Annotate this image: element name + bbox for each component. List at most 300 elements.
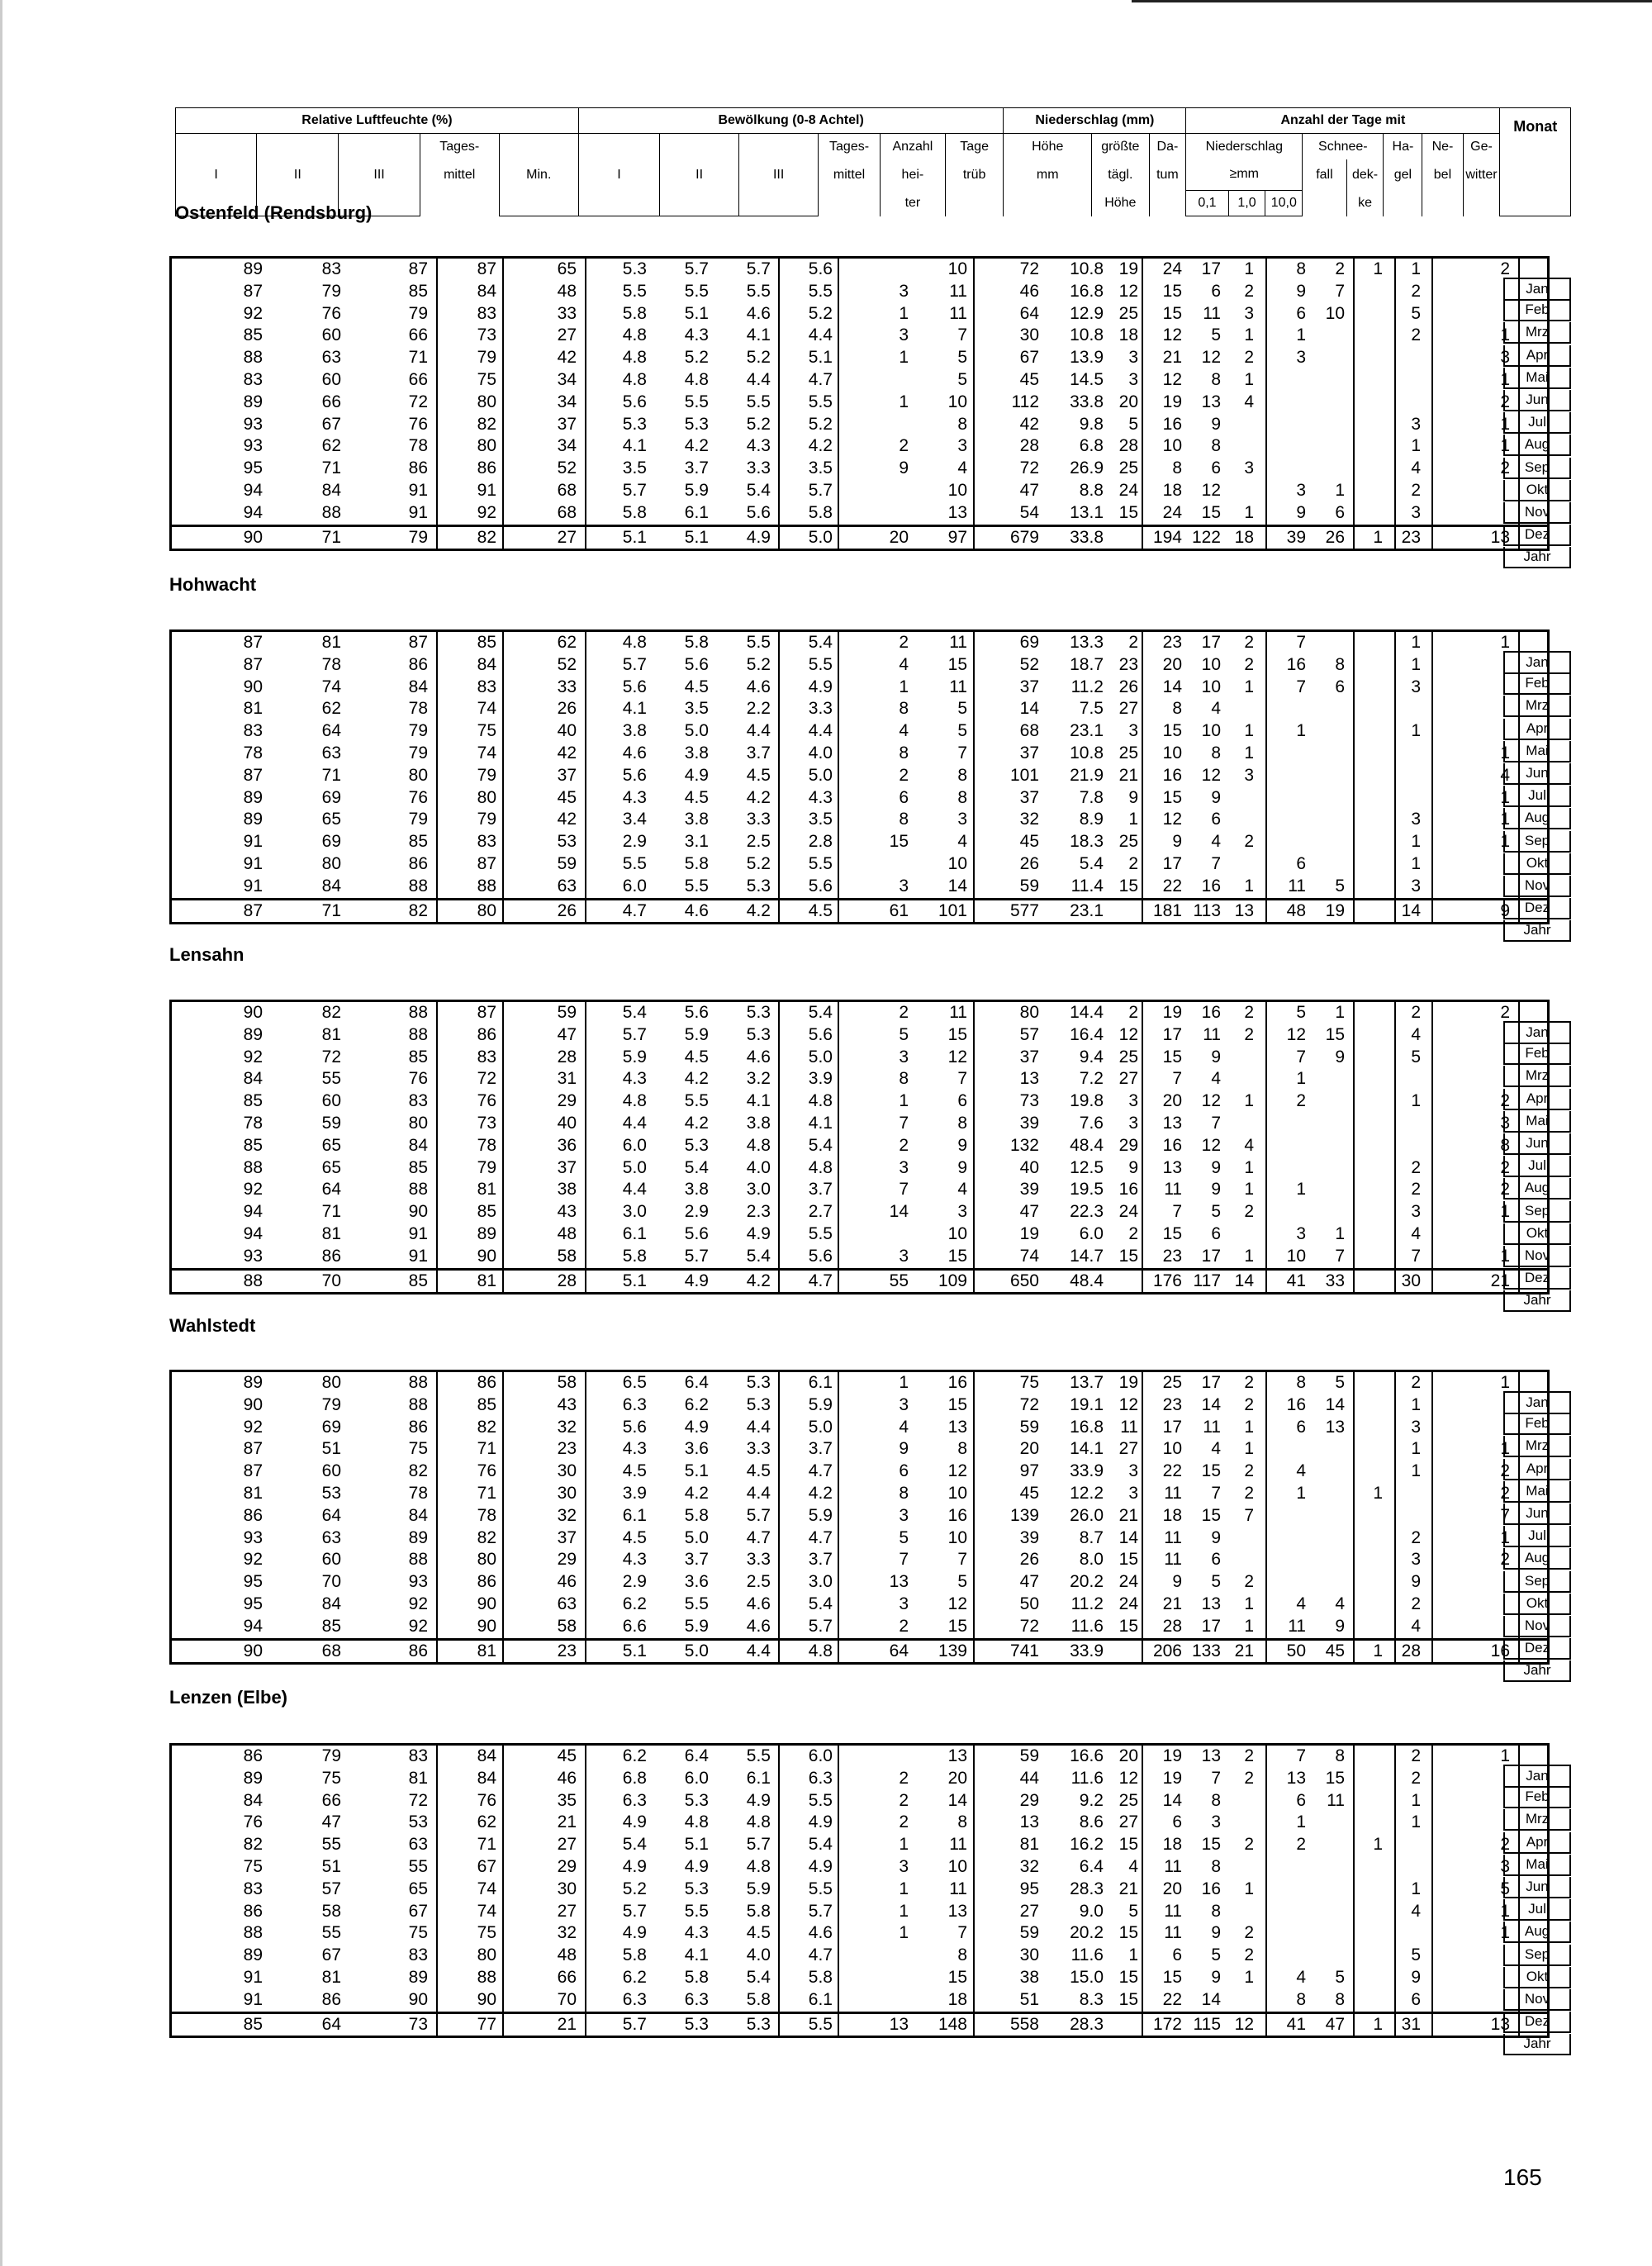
column-rule: [502, 698, 504, 720]
column-rule: [1265, 1901, 1267, 1923]
cell: 13.1: [1070, 502, 1104, 522]
cell: 5: [1211, 1202, 1221, 1222]
cell: 17: [1201, 259, 1221, 278]
column-rule: [1142, 1812, 1143, 1834]
cell: 1: [899, 348, 909, 368]
h-grosste: größte: [1092, 134, 1149, 159]
column-rule: [778, 1024, 780, 1047]
cell: 4.8: [746, 1856, 771, 1876]
cell: 87: [408, 633, 428, 652]
column-rule: [585, 1483, 586, 1505]
column-rule: [1353, 654, 1355, 677]
cell: 7: [899, 1113, 909, 1133]
cell: 3: [1411, 502, 1421, 522]
column-rule: [778, 1790, 780, 1812]
column-rule: [973, 1746, 975, 1768]
cell: 1: [1411, 832, 1421, 852]
cell: 11.2: [1070, 1594, 1104, 1613]
column-rule: [502, 325, 504, 347]
column-rule: [1142, 1505, 1143, 1527]
cell: 65: [321, 810, 341, 829]
cell: 10: [1201, 654, 1221, 674]
column-rule: [502, 1090, 504, 1113]
column-rule: [973, 303, 975, 325]
month-label: Sep: [1503, 1201, 1571, 1223]
column-rule: [973, 1945, 975, 1967]
cell: 92: [408, 1616, 428, 1636]
cell: 4.7: [808, 1271, 833, 1290]
cell: 1: [1244, 1417, 1254, 1437]
column-rule: [1265, 1549, 1267, 1571]
cell: 59: [557, 853, 577, 873]
column-rule: [502, 1223, 504, 1246]
cell: 92: [243, 1550, 263, 1570]
cell: 5.8: [684, 1967, 709, 1987]
cell: 31: [557, 1069, 577, 1089]
cell: 91: [243, 832, 263, 852]
column-rule: [1353, 1157, 1355, 1180]
cell: 11: [949, 1835, 967, 1855]
cell: 15: [1118, 1989, 1138, 2009]
column-rule: [973, 632, 975, 654]
column-rule: [436, 1271, 438, 1293]
column-rule: [1431, 809, 1433, 831]
cell: 2: [1244, 1202, 1254, 1222]
cell: 79: [321, 1746, 341, 1765]
cell: 5.8: [808, 502, 833, 522]
h-gemm: ≥mm: [1186, 159, 1303, 190]
cell: 27: [557, 1835, 577, 1855]
cell: 92: [243, 1180, 263, 1200]
cell: 17: [1201, 633, 1221, 652]
cell: 81: [243, 699, 263, 719]
column-rule: [585, 677, 586, 699]
cell: 2: [1500, 1157, 1510, 1177]
column-rule: [778, 1901, 780, 1923]
cell: 2.3: [746, 1202, 771, 1222]
column-rule: [1431, 1641, 1433, 1663]
cell: 3: [1128, 1113, 1138, 1133]
cell: 4.3: [746, 436, 771, 456]
cell: 4: [899, 721, 909, 741]
h-schnee: Schnee-: [1303, 134, 1384, 159]
column-rule: [1394, 1201, 1396, 1223]
cell: 61: [889, 900, 909, 920]
column-rule: [1431, 831, 1433, 853]
column-rule: [1431, 392, 1433, 414]
month-label: Jun: [1503, 763, 1571, 785]
cell: 26: [557, 900, 577, 920]
cell: 85: [477, 633, 496, 652]
column-rule: [973, 1113, 975, 1135]
cell: 94: [243, 1202, 263, 1222]
cell: 1: [1411, 654, 1421, 674]
cell: 9: [1128, 787, 1138, 807]
cell: 16: [947, 1373, 967, 1392]
cell: 86: [243, 1505, 263, 1525]
cell: 94: [243, 1616, 263, 1636]
cell: 15: [1162, 1223, 1182, 1243]
cell: 2: [899, 436, 909, 456]
cell: 75: [408, 1439, 428, 1459]
column-rule: [1142, 1179, 1143, 1201]
cell: 57: [321, 1879, 341, 1898]
cell: 72: [408, 1790, 428, 1810]
column-rule: [838, 1068, 839, 1090]
column-rule: [1394, 765, 1396, 787]
cell: 55: [321, 1835, 341, 1855]
cell: 11.2: [1070, 677, 1104, 696]
column-rule: [973, 900, 975, 923]
cell: 79: [477, 1157, 496, 1177]
cell: 13: [1162, 1113, 1182, 1133]
column-rule: [502, 1616, 504, 1638]
cell: 86: [477, 458, 496, 478]
column-rule: [1142, 677, 1143, 699]
column-rule: [838, 1047, 839, 1069]
column-rule: [502, 1856, 504, 1879]
cell: 12: [1201, 348, 1221, 368]
station-table: [169, 1370, 1550, 1665]
cell: 58: [557, 1246, 577, 1266]
cell: 5.6: [622, 765, 647, 785]
cell: 74: [321, 677, 341, 696]
cell: 4.9: [684, 765, 709, 785]
cell: 6: [1296, 1790, 1306, 1810]
cell: 1: [1296, 1812, 1306, 1832]
column-rule: [502, 1967, 504, 1989]
group-precip: Niederschlag (mm): [1004, 108, 1186, 134]
cell: 4.6: [808, 1923, 833, 1943]
cell: 15.0: [1070, 1967, 1104, 1987]
cell: 6.0: [622, 876, 647, 895]
cell: 87: [477, 259, 496, 278]
column-rule: [1431, 1834, 1433, 1856]
cell: 5.2: [622, 1879, 647, 1898]
cell: 16: [1490, 1641, 1510, 1660]
cell: 5: [899, 1527, 909, 1547]
cell: 9: [1211, 1527, 1221, 1547]
column-rule: [585, 1024, 586, 1047]
cell: 71: [321, 765, 341, 785]
cell: 45: [1325, 1641, 1345, 1660]
column-rule: [1394, 853, 1396, 876]
cell: 97: [947, 527, 967, 547]
column-rule: [1431, 1571, 1433, 1594]
column-rule: [1265, 809, 1267, 831]
cell: 2: [1244, 1572, 1254, 1592]
column-rule: [1353, 325, 1355, 347]
cell: 2: [1411, 1003, 1421, 1022]
cell: 21.9: [1070, 765, 1104, 785]
column-rule: [838, 1856, 839, 1879]
h-c-ii: II: [660, 134, 739, 216]
cell: 3.8: [684, 743, 709, 762]
column-rule: [585, 392, 586, 414]
column-rule: [436, 698, 438, 720]
column-rule: [1353, 1945, 1355, 1967]
cell: 5: [957, 721, 967, 741]
cell: 2: [1411, 1746, 1421, 1765]
column-rule: [838, 325, 839, 347]
column-rule: [1353, 876, 1355, 898]
column-rule: [1394, 347, 1396, 369]
cell: 5.5: [622, 853, 647, 873]
column-rule: [838, 458, 839, 480]
cell: 5.5: [808, 1790, 833, 1810]
cell: 5.1: [684, 1835, 709, 1855]
column-rule: [436, 1768, 438, 1790]
cell: 5: [1128, 1901, 1138, 1921]
cell: 85: [243, 1091, 263, 1111]
column-rule: [838, 720, 839, 743]
cell: 3: [899, 325, 909, 345]
cell: 79: [408, 810, 428, 829]
column-rule: [838, 1879, 839, 1901]
column-rule: [502, 853, 504, 876]
column-rule: [436, 259, 438, 281]
cell: 1: [899, 392, 909, 411]
column-rule: [1353, 480, 1355, 502]
cell: 4.7: [808, 1945, 833, 1965]
column-rule: [436, 347, 438, 369]
table-row: [172, 654, 1547, 677]
column-rule: [1142, 1856, 1143, 1879]
cell: 84: [477, 281, 496, 301]
cell: 112: [1011, 392, 1039, 411]
column-rule: [1142, 1135, 1143, 1157]
cell: 87: [243, 633, 263, 652]
cell: 13.9: [1070, 348, 1104, 368]
cell: 1: [1335, 1223, 1345, 1243]
column-rule: [838, 1812, 839, 1834]
column-rule: [1142, 480, 1143, 502]
cell: 11: [1288, 1616, 1306, 1636]
cell: 3.3: [746, 1439, 771, 1459]
cell: 5.2: [746, 414, 771, 434]
cell: 86: [408, 1641, 428, 1660]
column-rule: [1431, 1113, 1433, 1135]
cell: 1: [1244, 1879, 1254, 1898]
cell: 45: [557, 787, 577, 807]
cell: 12: [1201, 1135, 1221, 1155]
column-rule: [1353, 259, 1355, 281]
cell: 4.5: [622, 1461, 647, 1481]
cell: 10: [1325, 303, 1345, 323]
month-label: Mai: [1503, 1111, 1571, 1133]
cell: 89: [243, 1024, 263, 1044]
cell: 90: [243, 1003, 263, 1022]
column-rule: [973, 1879, 975, 1901]
cell: 5.9: [808, 1505, 833, 1525]
cell: 4.7: [746, 1527, 771, 1547]
cell: 26.9: [1070, 458, 1104, 478]
cell: 113: [1193, 900, 1221, 920]
column-rule: [1394, 1505, 1396, 1527]
column-rule: [436, 1394, 438, 1417]
cell: 1: [1411, 1879, 1421, 1898]
cell: 1: [1244, 1594, 1254, 1613]
cell: 19: [1162, 1768, 1182, 1788]
cell: 85: [321, 1616, 341, 1636]
cell: 81: [321, 1967, 341, 1987]
cell: 1: [899, 1373, 909, 1392]
column-rule: [973, 853, 975, 876]
cell: 23: [1162, 633, 1182, 652]
cell: 4.2: [684, 436, 709, 456]
cell: 5.0: [808, 1417, 833, 1437]
cell: 27: [1118, 699, 1138, 719]
cell: 87: [243, 1461, 263, 1481]
cell: 50: [1286, 1641, 1306, 1660]
cell: 4.2: [684, 1069, 709, 1089]
cell: 5.6: [746, 502, 771, 522]
cell: 90: [243, 1641, 263, 1660]
cell: 5.8: [684, 1505, 709, 1525]
cell: 21: [1162, 348, 1182, 368]
cell: 89: [243, 787, 263, 807]
cell: 22: [1162, 1461, 1182, 1481]
column-rule: [1353, 632, 1355, 654]
cell: 176: [1152, 1271, 1182, 1290]
station-table: [169, 1743, 1550, 2038]
cell: 8: [1211, 1790, 1221, 1810]
column-rule: [436, 1246, 438, 1268]
column-rule: [973, 1179, 975, 1201]
column-rule: [778, 1417, 780, 1439]
table-row: [172, 1047, 1547, 1069]
cell: 64: [321, 1180, 341, 1200]
column-rule: [1431, 698, 1433, 720]
cell: 12: [947, 1594, 967, 1613]
cell: 4.2: [684, 1113, 709, 1133]
cell: 59: [321, 1113, 341, 1133]
column-rule: [436, 809, 438, 831]
cell: 5.8: [746, 1989, 771, 2009]
cell: 4.3: [622, 787, 647, 807]
cell: 5: [957, 369, 967, 389]
cell: 4.5: [808, 900, 833, 920]
cell: 86: [477, 1373, 496, 1392]
table-row: [172, 458, 1547, 480]
cell: 27: [1118, 1069, 1138, 1089]
cell: 78: [243, 743, 263, 762]
column-rule: [585, 1768, 586, 1790]
cell: 5: [957, 348, 967, 368]
column-rule: [1394, 1271, 1396, 1293]
column-rule: [502, 1068, 504, 1090]
cell: 82: [408, 1461, 428, 1481]
cell: 3: [957, 436, 967, 456]
cell: 5.7: [684, 259, 709, 278]
h-c-tages: Tages-: [819, 134, 881, 159]
column-rule: [1394, 259, 1396, 281]
cell: 65: [557, 259, 577, 278]
table-row: [172, 1394, 1547, 1417]
column-rule: [778, 1616, 780, 1638]
h-da: Da-: [1149, 134, 1186, 159]
cell: 5.1: [684, 527, 709, 547]
month-label: Nov: [1503, 502, 1571, 524]
column-rule: [973, 1527, 975, 1550]
cell: 89: [243, 810, 263, 829]
cell: 41: [1286, 1271, 1306, 1290]
column-rule: [838, 527, 839, 549]
top-rule: [1132, 0, 1652, 2]
column-rule: [436, 369, 438, 392]
cell: 1: [1244, 1091, 1254, 1111]
cell: 4.7: [808, 1461, 833, 1481]
cell: 39: [1019, 1180, 1039, 1200]
cell: 19: [1325, 900, 1345, 920]
cell: 6.8: [1079, 436, 1104, 456]
cell: 85: [477, 1202, 496, 1222]
cell: 33: [557, 303, 577, 323]
cell: 6: [1335, 502, 1345, 522]
column-rule: [778, 1201, 780, 1223]
column-rule: [502, 632, 504, 654]
cell: 9: [1211, 1047, 1221, 1066]
column-rule: [1142, 698, 1143, 720]
cell: 2: [1244, 1483, 1254, 1503]
h-c-i: I: [578, 134, 659, 216]
column-rule: [973, 1989, 975, 2012]
column-rule: [1142, 1068, 1143, 1090]
cell: 4.9: [746, 1223, 771, 1243]
column-rule: [1142, 1571, 1143, 1594]
cell: 11: [949, 1003, 967, 1022]
cell: 5.5: [808, 392, 833, 411]
table-row: [172, 1461, 1547, 1483]
column-rule: [973, 1090, 975, 1113]
month-label: Nov: [1503, 1989, 1571, 2011]
cell: 3: [1128, 1461, 1138, 1481]
cell: 5.4: [684, 1157, 709, 1177]
station-name: Hohwacht: [169, 574, 257, 595]
cell: 34: [557, 392, 577, 411]
column-rule: [838, 677, 839, 699]
cell: 19.5: [1070, 1180, 1104, 1200]
month-label: Jul: [1503, 1156, 1571, 1177]
cell: 13: [1019, 1069, 1039, 1089]
column-rule: [838, 1527, 839, 1550]
station-table: [169, 256, 1550, 551]
column-rule: [1431, 1223, 1433, 1246]
column-rule: [502, 1505, 504, 1527]
cell: 78: [408, 436, 428, 456]
cell: 23: [1401, 527, 1421, 547]
cell: 3: [1128, 1091, 1138, 1111]
column-rule: [502, 1768, 504, 1790]
cell: 6.2: [684, 1394, 709, 1414]
cell: 4.5: [746, 1461, 771, 1481]
column-rule: [1394, 458, 1396, 480]
column-rule: [1142, 1223, 1143, 1246]
cell: 67: [408, 1901, 428, 1921]
annual-row: [172, 2012, 1547, 2036]
month-label: Mrz: [1503, 1436, 1571, 1457]
column-rule: [502, 831, 504, 853]
column-rule: [585, 1922, 586, 1945]
cell: 82: [408, 900, 428, 920]
cell: 9: [1411, 1572, 1421, 1592]
column-rule: [1265, 1945, 1267, 1967]
cell: 5.4: [808, 1003, 833, 1022]
cell: 7: [1335, 1246, 1345, 1266]
cell: 43: [557, 1202, 577, 1222]
column-rule: [1394, 325, 1396, 347]
column-rule: [502, 303, 504, 325]
